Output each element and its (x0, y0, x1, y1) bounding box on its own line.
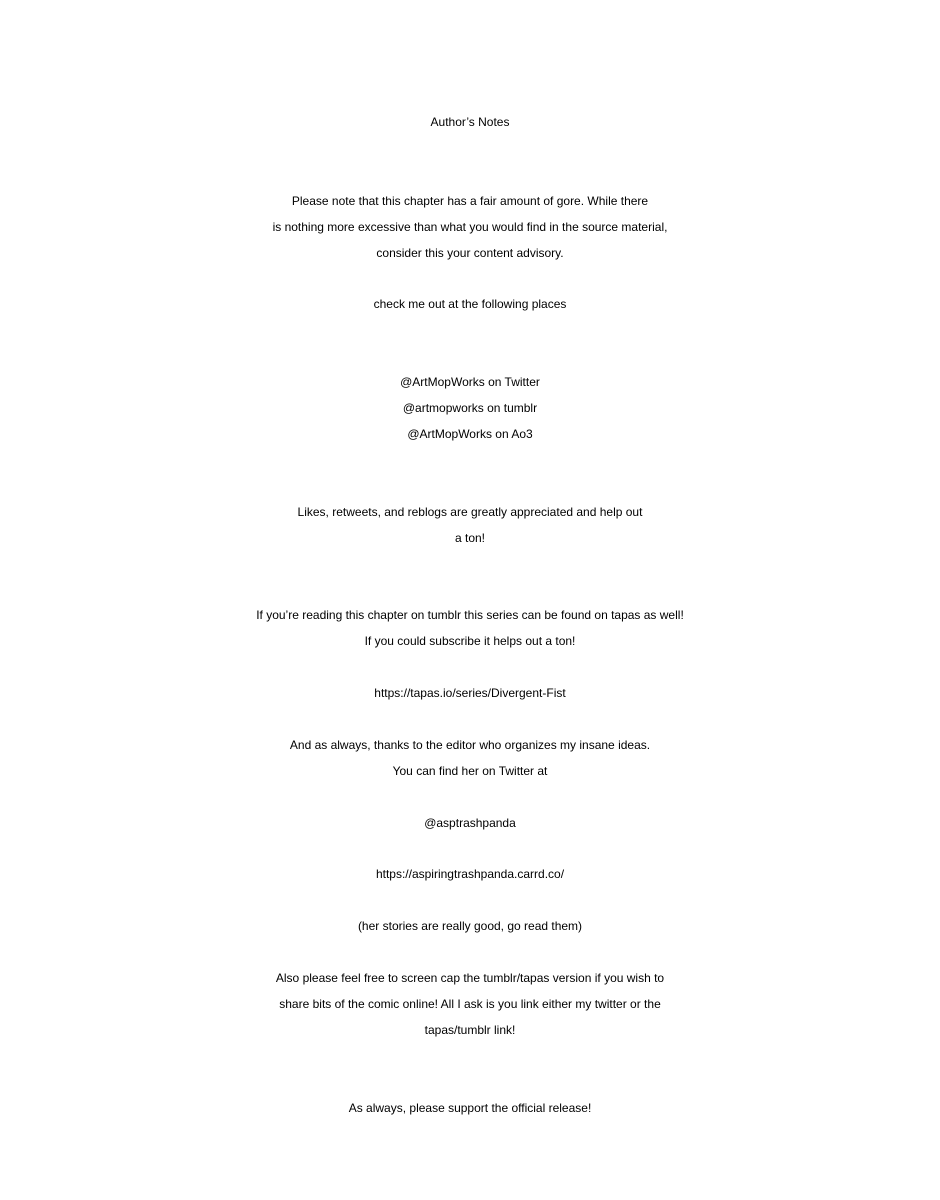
tapas-link: https://tapas.io/series/Divergent-Fist (374, 686, 566, 700)
tapas-note-line-1: If you’re reading this chapter on tumblr this series can be found on tapas as well! (256, 608, 684, 622)
editor-thanks-line-1: And as always, thanks to the editor who organizes my insane ideas. (289, 738, 651, 752)
editor-handle: @asptrashpanda (424, 816, 516, 830)
checkout-intro: check me out at the following places (373, 297, 567, 311)
advisory-line-1: Please note that this chapter has a fair amount of gore. While there (291, 194, 649, 208)
editor-link: https://aspiringtrashpanda.carrd.co/ (375, 867, 565, 881)
likes-line-2: a ton! (454, 531, 486, 545)
social-twitter: @ArtMopWorks on Twitter (400, 375, 540, 389)
screencap-line-1: Also please feel free to screen cap the tumblr/tapas version if you wish to (275, 971, 665, 985)
advisory-line-3: consider this your content advisory. (376, 246, 564, 260)
page-title: Author’s Notes (430, 115, 510, 129)
tapas-note-line-2: If you could subscribe it helps out a ton! (364, 634, 576, 648)
closing-line: As always, please support the official release! (348, 1101, 592, 1115)
screencap-line-3: tapas/tumblr link! (424, 1023, 516, 1037)
editor-thanks-line-2: You can find her on Twitter at (392, 764, 548, 778)
social-tumblr: @artmopworks on tumblr (402, 401, 538, 415)
advisory-line-2: is nothing more excessive than what you would find in the source material, (272, 220, 668, 234)
screencap-line-2: share bits of the comic online! All I ask is you link either my twitter or the (279, 997, 661, 1011)
social-ao3: @ArtMopWorks on Ao3 (407, 427, 533, 441)
editor-stories-note: (her stories are really good, go read them) (357, 919, 583, 933)
likes-line-1: Likes, retweets, and reblogs are greatly appreciated and help out (297, 505, 643, 519)
